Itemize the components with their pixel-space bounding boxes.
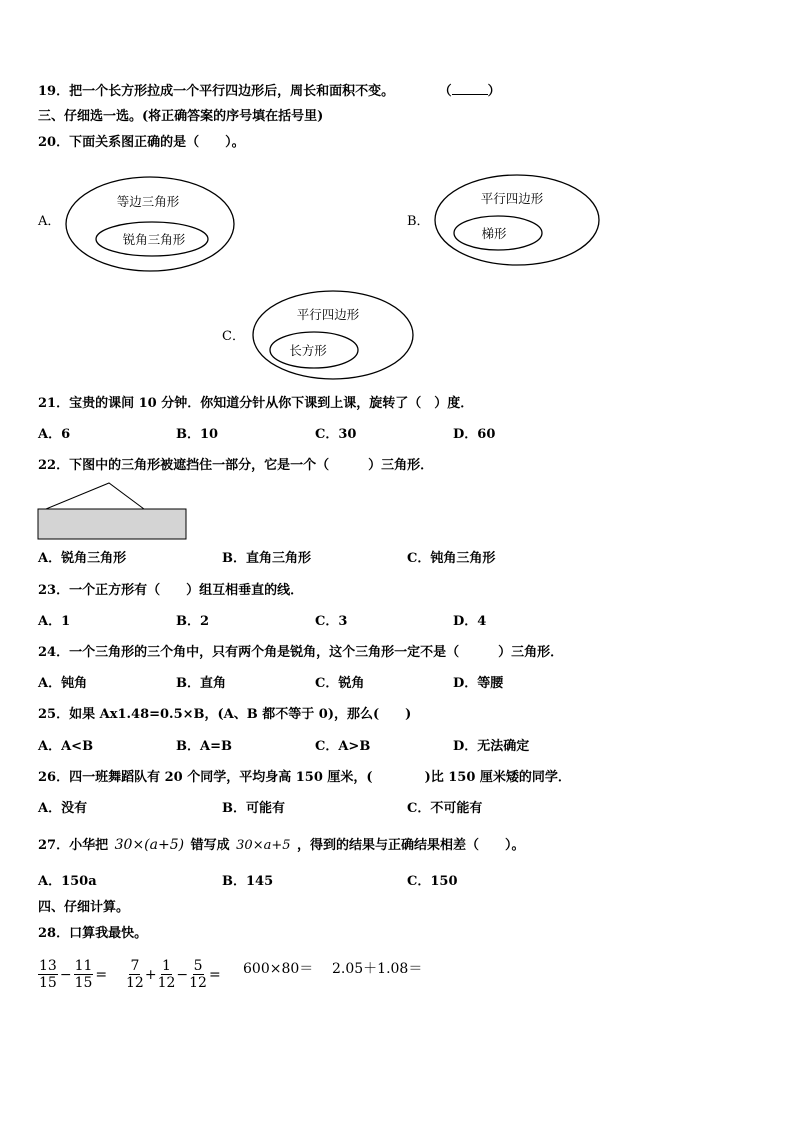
option-b[interactable]: B．10 <box>176 427 219 442</box>
question-28-text: 28．口算我最快。 <box>38 926 148 941</box>
option-c[interactable]: C．150 <box>407 874 458 889</box>
question-19-text: 19．把一个长方形拉成一个平行四边形后，周长和面积不变。 <box>38 84 395 99</box>
option-d[interactable]: D．等腰 <box>453 676 504 691</box>
option-a[interactable]: A．6 <box>38 427 71 442</box>
option-a[interactable]: A．1 <box>38 614 71 629</box>
question-27 <box>38 836 525 855</box>
option-b[interactable]: B．145 <box>222 874 274 889</box>
calc-2: $\frac{7}{12}$ + $\frac{1}{12}$ − $\frac{5}{12}$ = <box>126 958 221 991</box>
question-26-text: 26．四一班舞蹈队有 20 个同学，平均身高 150 厘米，( )比 150 厘米矮的同学． <box>38 770 571 785</box>
question-27-mid: 错写成 <box>190 838 230 853</box>
option-a[interactable]: A．没有 <box>38 801 88 816</box>
expression-correct: 30×(a+5) <box>114 837 185 853</box>
expression-wrong: 30×a+5 <box>236 838 291 853</box>
option-c[interactable]: C．不可能有 <box>407 801 483 816</box>
section-4-heading: 四、仔细计算。 <box>38 900 130 915</box>
diagram-b <box>432 172 604 270</box>
option-c[interactable]: C．30 <box>315 427 357 442</box>
question-22-text: 22．下图中的三角形被遮挡住一部分，它是一个（ ）三角形． <box>38 458 434 473</box>
option-a[interactable]: A．150a <box>38 874 97 889</box>
calc-4: 2.05＋1.08＝ <box>332 961 423 977</box>
triangle-top <box>46 483 144 509</box>
outer-label: 等边三角形 <box>116 194 180 209</box>
option-b-label: B． <box>407 214 430 229</box>
option-d[interactable]: D．60 <box>453 427 496 442</box>
hidden-triangle-figure <box>36 480 190 544</box>
option-b[interactable]: B．直角 <box>176 676 226 691</box>
option-a[interactable]: A．钝角 <box>38 676 88 691</box>
cover-rectangle <box>38 509 186 539</box>
diagram-a <box>64 172 244 274</box>
outer-label: 平行四边形 <box>480 191 544 206</box>
option-c[interactable]: C．A>B <box>315 739 371 754</box>
question-21-text: 21．宝贵的课间 10 分钟．你知道分针从你下课到上课，旋转了（ ）度． <box>38 396 474 411</box>
inner-label: 长方形 <box>289 343 327 358</box>
fraction: $\frac{7}{12}$ <box>126 958 144 991</box>
inner-label: 锐角三角形 <box>122 232 186 247</box>
outer-ellipse <box>66 177 234 271</box>
outer-ellipse <box>435 175 599 265</box>
answer-blank[interactable] <box>452 82 488 95</box>
option-a-label: A． <box>38 214 61 229</box>
option-d[interactable]: D．无法确定 <box>453 739 530 754</box>
fraction: $\frac{5}{12}$ <box>189 958 207 991</box>
section-3-heading: 三、仔细选一选。(将正确答案的序号填在括号里) <box>38 109 324 124</box>
question-19 <box>38 82 501 101</box>
fraction: $\frac{13}{15}$ <box>39 958 57 991</box>
option-b[interactable]: B．A=B <box>176 739 232 754</box>
option-c[interactable]: C．锐角 <box>315 676 365 691</box>
inner-label: 梯形 <box>481 226 507 241</box>
question-24-text: 24．一个三角形的三个角中，只有两个角是锐角，这个三角形一定不是（ ）三角形． <box>38 645 564 660</box>
option-c[interactable]: C．3 <box>315 614 348 629</box>
option-d[interactable]: D．4 <box>453 614 487 629</box>
option-b[interactable]: B．直角三角形 <box>222 551 311 566</box>
diagram-c <box>250 288 420 386</box>
calc-3: 600×80＝ <box>243 961 314 977</box>
question-27-suffix: ，得到的结果与正确结果相差（ ）。 <box>297 838 525 853</box>
option-b[interactable]: B．2 <box>176 614 210 629</box>
calc-1: $\frac{13}{15}$ − $\frac{11}{15}$ = <box>39 958 108 991</box>
option-a[interactable]: A．锐角三角形 <box>38 551 127 566</box>
outer-label: 平行四边形 <box>296 307 360 322</box>
fraction: $\frac{11}{15}$ <box>74 958 93 991</box>
question-20-text: 20．下面关系图正确的是（ ）。 <box>38 135 245 150</box>
option-c[interactable]: C．钝角三角形 <box>407 551 496 566</box>
option-c-label: C． <box>222 329 245 344</box>
fraction: $\frac{1}{12}$ <box>157 958 176 991</box>
answer-paren: （ ） <box>438 84 501 99</box>
option-a[interactable]: A．A<B <box>38 739 94 754</box>
question-27-prefix: 27．小华把 <box>38 838 109 853</box>
question-23-text: 23．一个正方形有（ ）组互相垂直的线． <box>38 583 304 598</box>
option-b[interactable]: B．可能有 <box>222 801 285 816</box>
question-25-text: 25．如果 Ax1.48=0.5×B，(A、B 都不等于 0)，那么( ) <box>38 707 412 722</box>
